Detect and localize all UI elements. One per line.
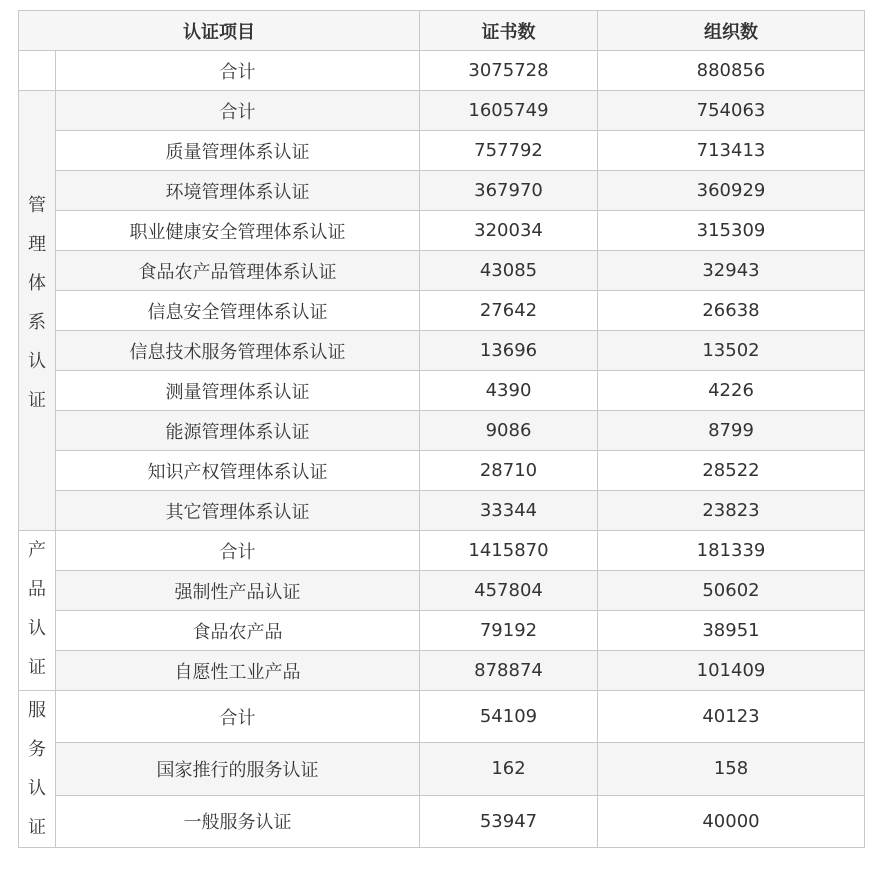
header-orgs: 组织数 xyxy=(598,11,865,51)
row-label: 环境管理体系认证 xyxy=(56,171,420,211)
row-label: 合计 xyxy=(56,51,420,91)
row-certs: 28710 xyxy=(420,451,598,491)
table-row xyxy=(19,571,865,611)
row-certs: 79192 xyxy=(420,611,598,651)
table-row xyxy=(19,611,865,651)
row-certs: 3075728 xyxy=(420,51,598,91)
group-char: 产 xyxy=(28,540,46,561)
row-certs: 53947 xyxy=(420,795,598,847)
row-orgs: 360929 xyxy=(598,171,865,211)
table-row xyxy=(19,411,865,451)
row-label: 合计 xyxy=(56,531,420,571)
row-orgs: 40123 xyxy=(598,691,865,743)
group-char: 认 xyxy=(28,351,46,372)
row-certs: 13696 xyxy=(420,331,598,371)
group-char: 务 xyxy=(28,739,46,760)
row-certs: 320034 xyxy=(420,211,598,251)
row-orgs: 38951 xyxy=(598,611,865,651)
group-char: 认 xyxy=(28,778,46,799)
row-label: 能源管理体系认证 xyxy=(56,411,420,451)
row-label: 食品农产品管理体系认证 xyxy=(56,251,420,291)
row-orgs: 315309 xyxy=(598,211,865,251)
row-label: 测量管理体系认证 xyxy=(56,371,420,411)
group-char: 体 xyxy=(28,273,46,294)
table-row xyxy=(19,743,865,795)
group-char: 管 xyxy=(28,195,46,216)
group-char: 品 xyxy=(28,579,46,600)
header-item: 认证项目 xyxy=(19,11,420,51)
table-row xyxy=(19,91,865,131)
group-char: 理 xyxy=(28,234,46,255)
table-row xyxy=(19,491,865,531)
group-char: 服 xyxy=(28,700,46,721)
row-orgs: 50602 xyxy=(598,571,865,611)
row-orgs: 13502 xyxy=(598,331,865,371)
row-label: 一般服务认证 xyxy=(56,795,420,847)
row-orgs: 40000 xyxy=(598,795,865,847)
row-orgs: 32943 xyxy=(598,251,865,291)
row-certs: 54109 xyxy=(420,691,598,743)
table-row xyxy=(19,451,865,491)
table-row xyxy=(19,371,865,411)
group-label-management xyxy=(19,91,56,531)
group-char: 系 xyxy=(28,312,46,333)
table-row-overall-total xyxy=(19,51,865,91)
row-orgs: 754063 xyxy=(598,91,865,131)
row-certs: 878874 xyxy=(420,651,598,691)
row-certs: 33344 xyxy=(420,491,598,531)
table-row xyxy=(19,651,865,691)
row-label: 信息技术服务管理体系认证 xyxy=(56,331,420,371)
row-label: 知识产权管理体系认证 xyxy=(56,451,420,491)
row-orgs: 158 xyxy=(598,743,865,795)
row-label: 国家推行的服务认证 xyxy=(56,743,420,795)
row-orgs: 181339 xyxy=(598,531,865,571)
row-orgs: 28522 xyxy=(598,451,865,491)
table-row xyxy=(19,795,865,847)
row-label: 自愿性工业产品 xyxy=(56,651,420,691)
table-row xyxy=(19,251,865,291)
table-row xyxy=(19,691,865,743)
row-certs: 27642 xyxy=(420,291,598,331)
row-certs: 457804 xyxy=(420,571,598,611)
row-certs: 757792 xyxy=(420,131,598,171)
table-row xyxy=(19,291,865,331)
table-row xyxy=(19,131,865,171)
row-label: 信息安全管理体系认证 xyxy=(56,291,420,331)
row-certs: 9086 xyxy=(420,411,598,451)
group-cell-empty xyxy=(19,51,56,91)
table-row xyxy=(19,211,865,251)
group-char: 证 xyxy=(28,390,46,411)
row-orgs: 880856 xyxy=(598,51,865,91)
group-char: 认 xyxy=(28,618,46,639)
row-orgs: 4226 xyxy=(598,371,865,411)
certification-table xyxy=(18,10,865,848)
header-row xyxy=(19,11,865,51)
row-orgs: 8799 xyxy=(598,411,865,451)
row-certs: 4390 xyxy=(420,371,598,411)
group-label-product xyxy=(19,531,56,691)
row-certs: 162 xyxy=(420,743,598,795)
group-char: 证 xyxy=(28,817,46,838)
row-label: 职业健康安全管理体系认证 xyxy=(56,211,420,251)
row-certs: 1605749 xyxy=(420,91,598,131)
row-orgs: 101409 xyxy=(598,651,865,691)
header-certs: 证书数 xyxy=(420,11,598,51)
table-row xyxy=(19,331,865,371)
row-label: 食品农产品 xyxy=(56,611,420,651)
row-label: 强制性产品认证 xyxy=(56,571,420,611)
row-certs: 43085 xyxy=(420,251,598,291)
row-label: 其它管理体系认证 xyxy=(56,491,420,531)
group-label-service xyxy=(19,691,56,848)
table-row xyxy=(19,531,865,571)
group-char: 证 xyxy=(28,657,46,678)
row-certs: 367970 xyxy=(420,171,598,211)
row-orgs: 26638 xyxy=(598,291,865,331)
row-orgs: 713413 xyxy=(598,131,865,171)
row-label: 合计 xyxy=(56,91,420,131)
table-row xyxy=(19,171,865,211)
row-certs: 1415870 xyxy=(420,531,598,571)
row-label: 质量管理体系认证 xyxy=(56,131,420,171)
row-orgs: 23823 xyxy=(598,491,865,531)
row-label: 合计 xyxy=(56,691,420,743)
